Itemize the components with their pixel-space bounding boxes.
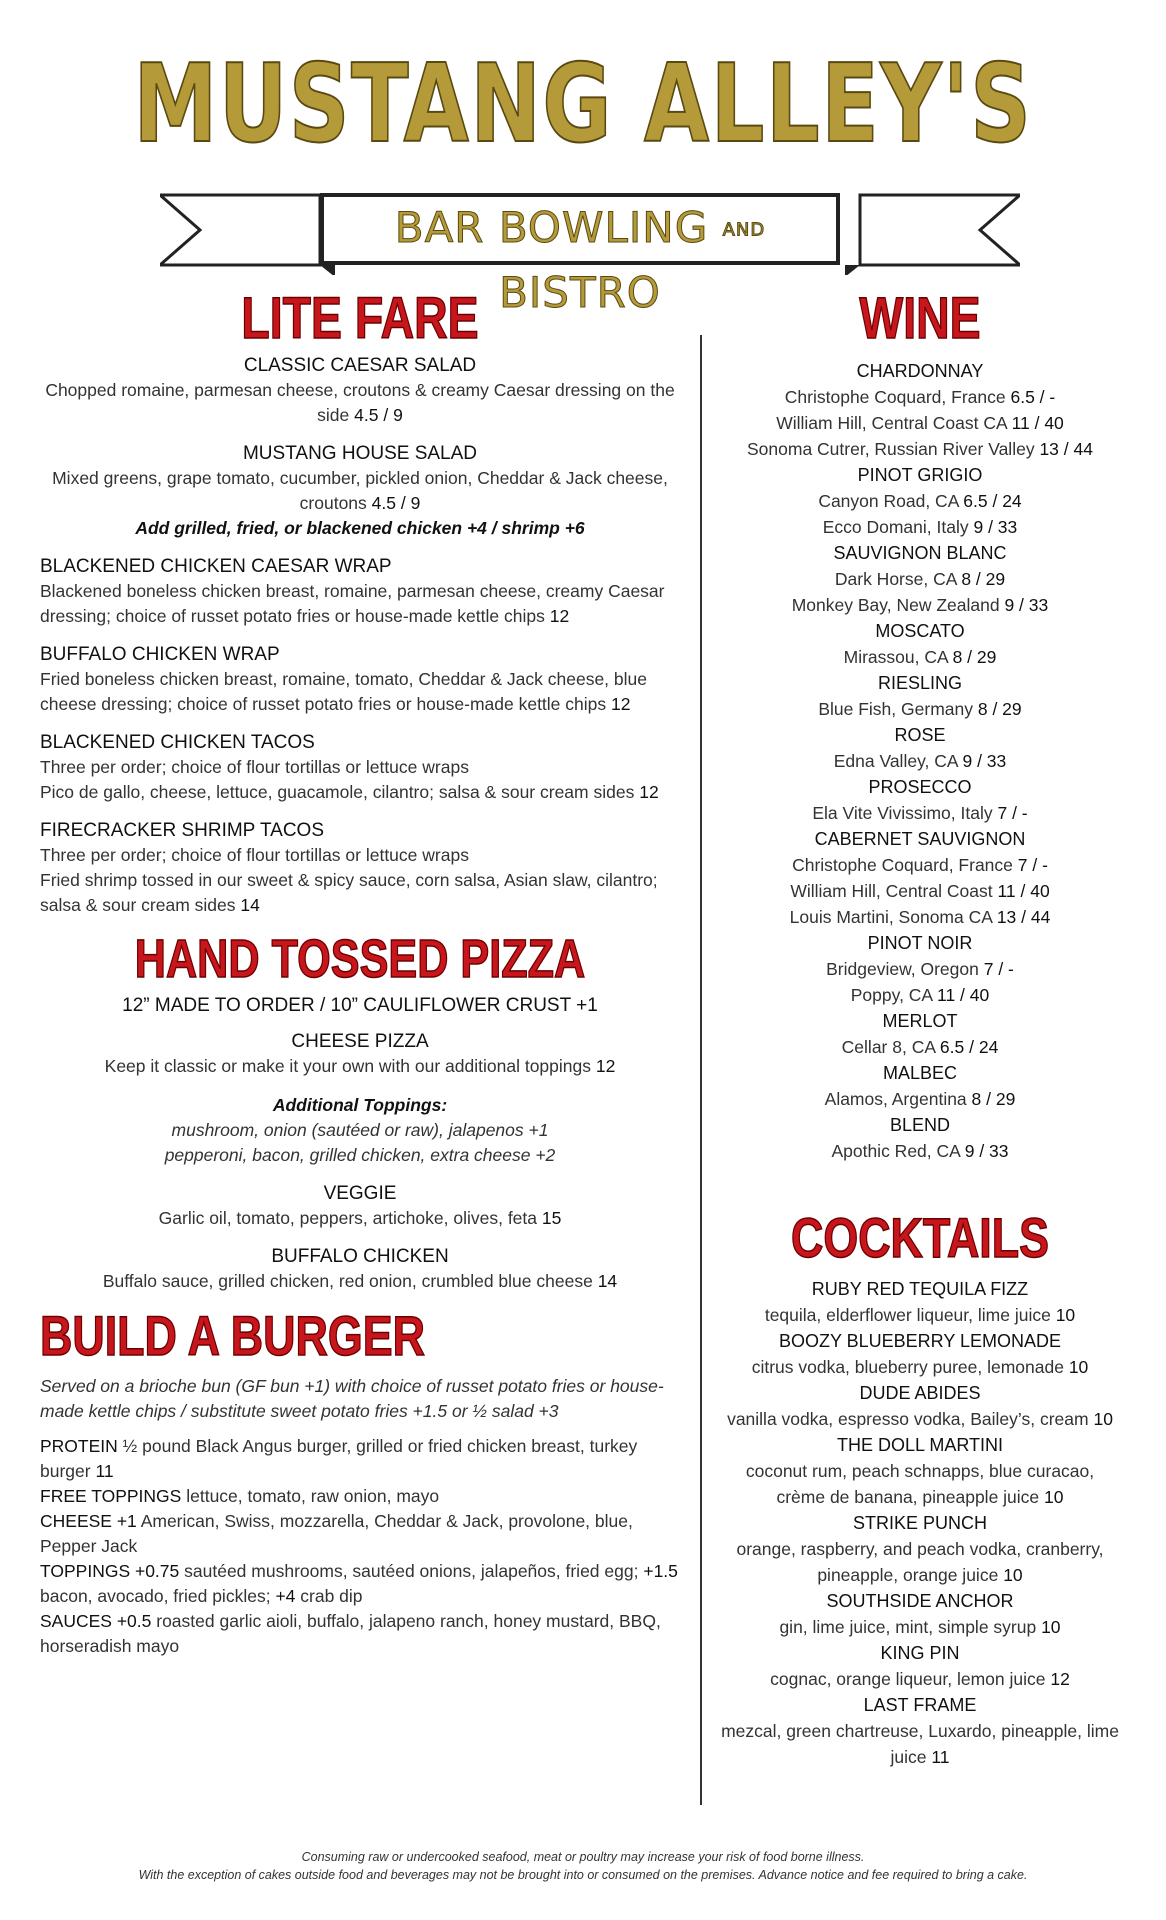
wine-item <box>720 956 1120 982</box>
wine-item <box>720 1138 1120 1164</box>
cocktail-desc-line <box>720 1302 1120 1328</box>
footer-line: Consuming raw or undercooked seafood, meat or poultry may increase your risk of food borne illness. <box>301 1850 865 1864</box>
item-price: 12 <box>639 782 659 802</box>
item-desc: Fried shrimp tossed in our sweet & spicy sauce, corn salsa, Asian slaw, cilantro; salsa & sour cream sides <box>40 870 658 915</box>
wine-name: Poppy, CA <box>850 985 933 1005</box>
menu-item-veggie-pizza <box>40 1182 680 1231</box>
wine-item <box>720 800 1120 826</box>
wine-item <box>720 878 1120 904</box>
item-title: VEGGIE <box>323 1183 397 1204</box>
cocktail-desc-line <box>720 1614 1120 1640</box>
wine-item <box>720 982 1120 1008</box>
wine-price: 6.5 / - <box>1010 387 1056 407</box>
cocktails-heading: COCKTAILS <box>791 1206 1049 1269</box>
item-title: CLASSIC CAESAR SALAD <box>243 355 477 376</box>
burger-heading: BUILD A BURGER <box>40 1304 425 1367</box>
item-desc: Buffalo sauce, grilled chicken, red onion, crumbled blue cheese <box>102 1271 593 1291</box>
item-desc: Blackened boneless chicken breast, romaine, parmesan cheese, creamy Caesar dressing; choice of russet potato fries or house-made kettle chips <box>40 581 665 626</box>
wine-varietal: SAUVIGNON BLANC <box>833 543 1007 563</box>
banner-text-left: BAR BOWLING <box>394 203 709 252</box>
wine-varietal: BLEND <box>889 1115 951 1135</box>
wine-varietal: MERLOT <box>882 1011 958 1031</box>
wine-price: 11 / 40 <box>937 985 990 1005</box>
wine-name: Canyon Road, CA <box>818 491 959 511</box>
cocktail-price: 11 <box>931 1747 950 1767</box>
cocktail-price: 12 <box>1050 1669 1070 1689</box>
item-desc: Garlic oil, tomato, peppers, artichoke, olives, feta <box>158 1208 538 1228</box>
cocktail-desc: coconut rum, peach schnapps, blue curacao, crème de banana, pineapple juice <box>745 1461 1095 1507</box>
wine-item <box>720 436 1120 462</box>
wine-varietal: CABERNET SAUVIGNON <box>814 829 1026 849</box>
menu-item-house-salad <box>40 442 680 541</box>
footer-disclaimer <box>0 1848 1166 1884</box>
cocktail-name: BOOZY BLUEBERRY LEMONADE <box>778 1331 1062 1351</box>
wine-price: 8 / 29 <box>952 647 997 667</box>
item-title: BLACKENED CHICKEN CAESAR WRAP <box>40 556 392 577</box>
cocktail-price: 10 <box>1003 1565 1023 1585</box>
wine-item <box>720 644 1120 670</box>
wine-name: Sonoma Cutrer, Russian River Valley <box>747 439 1035 459</box>
toppings-heading: Additional Toppings: <box>272 1095 448 1115</box>
wine-varietal: PINOT NOIR <box>867 933 973 953</box>
wine-price: 9 / 33 <box>962 751 1007 771</box>
wine-item <box>720 904 1120 930</box>
wine-name: Ela Vite Vivissimo, Italy <box>812 803 993 823</box>
cocktail-name: DUDE ABIDES <box>859 1383 981 1403</box>
burger-sauces: SAUCES +0.5 roasted garlic aioli, buffalo, jalapeno ranch, honey mustard, BBQ, horseradish mayo <box>40 1611 661 1656</box>
cocktail-desc: cognac, orange liqueur, lemon juice <box>770 1669 1046 1689</box>
toppings-line: mushroom, onion (sautéed or raw), jalapenos +1 <box>171 1120 549 1140</box>
menu-item-cheese-pizza <box>40 1030 680 1079</box>
wine-item <box>720 748 1120 774</box>
menu-item-caesar-salad <box>40 354 680 428</box>
item-price: 12 <box>611 694 631 714</box>
wine-item <box>720 852 1120 878</box>
wine-varietal: PINOT GRIGIO <box>857 465 983 485</box>
cocktail-price: 10 <box>1093 1409 1113 1429</box>
menu-item-shrimp-tacos <box>40 819 680 918</box>
item-price: 14 <box>240 895 260 915</box>
wine-name: Louis Martini, Sonoma CA <box>789 907 992 927</box>
cocktail-name: KING PIN <box>880 1643 960 1663</box>
item-title: BUFFALO CHICKEN WRAP <box>40 644 280 665</box>
wine-heading: WINE <box>859 286 981 351</box>
cocktail-name: RUBY RED TEQUILA FIZZ <box>811 1279 1029 1299</box>
wine-item <box>720 384 1120 410</box>
cocktail-name: SOUTHSIDE ANCHOR <box>826 1591 1014 1611</box>
burger-intro: Served on a brioche bun (GF bun +1) with choice of russet potato fries or house-made kettle chips / substitute sweet potato fries +1.5 or ½ salad +3 <box>40 1376 664 1421</box>
column-divider <box>700 335 702 1805</box>
banner-text-and: AND <box>722 219 766 241</box>
wine-varietal: PROSECCO <box>868 777 972 797</box>
item-title: CHEESE PIZZA <box>291 1031 429 1052</box>
cocktail-desc: mezcal, green chartreuse, Luxardo, pineapple, lime juice <box>721 1721 1119 1767</box>
wine-name: Cellar 8, CA <box>841 1037 936 1057</box>
item-desc: Keep it classic or make it your own with our additional toppings <box>104 1056 592 1076</box>
wine-price: 7 / - <box>983 959 1014 979</box>
left-column <box>40 286 680 1659</box>
item-line: Three per order; choice of flour tortillas or lettuce wraps <box>40 845 469 865</box>
wine-item <box>720 566 1120 592</box>
cocktail-desc-line <box>720 1354 1120 1380</box>
cocktail-list <box>720 1276 1120 1770</box>
cocktail-name: STRIKE PUNCH <box>852 1513 987 1533</box>
wine-price: 6.5 / 24 <box>963 491 1022 511</box>
cocktail-desc: tequila, elderflower liqueur, lime juice <box>764 1305 1051 1325</box>
cocktail-price: 10 <box>1044 1487 1064 1507</box>
wine-price: 7 / - <box>1017 855 1048 875</box>
wine-price: 6.5 / 24 <box>939 1037 999 1057</box>
wine-price: 13 / 44 <box>996 907 1051 927</box>
wine-price: 8 / 29 <box>971 1089 1016 1109</box>
wine-varietal: CHARDONNAY <box>856 361 984 381</box>
cocktail-desc-line <box>720 1406 1120 1432</box>
item-desc: Chopped romaine, parmesan cheese, croutons & creamy Caesar dressing on the side <box>45 380 675 425</box>
wine-price: 7 / - <box>997 803 1028 823</box>
wine-item <box>720 1086 1120 1112</box>
wine-name: Ecco Domani, Italy <box>822 517 969 537</box>
item-price: 14 <box>597 1271 618 1291</box>
item-line: Three per order; choice of flour tortillas or lettuce wraps <box>40 757 469 777</box>
burger-free-toppings: FREE TOPPINGS lettuce, tomato, raw onion, mayo <box>40 1486 440 1506</box>
item-price: 15 <box>541 1208 562 1228</box>
wine-name: Apothic Red, CA <box>831 1141 960 1161</box>
header <box>0 40 1166 317</box>
item-price: 4.5 / 9 <box>371 493 421 513</box>
cocktail-price: 10 <box>1055 1305 1076 1325</box>
wine-item <box>720 488 1120 514</box>
item-title: BLACKENED CHICKEN TACOS <box>40 732 315 753</box>
wine-name: Mirassou, CA <box>843 647 948 667</box>
burger-cheese: CHEESE +1 American, Swiss, mozzarella, Cheddar & Jack, provolone, blue, Pepper Jack <box>40 1511 633 1556</box>
wine-name: William Hill, Central Coast <box>790 881 993 901</box>
wine-name: Edna Valley, CA <box>833 751 958 771</box>
menu-item-buffalo-pizza <box>40 1245 680 1294</box>
restaurant-logo-title: MUSTANG ALLEY'S <box>133 42 1033 167</box>
footer-line: With the exception of cakes outside food and beverages may not be brought into or consumed on the premises. Advance notice and fee required to bring a cake. <box>138 1868 1028 1882</box>
cocktail-desc: vanilla vodka, espresso vodka, Bailey’s, cream <box>727 1409 1089 1429</box>
wine-item <box>720 514 1120 540</box>
cocktail-desc-line <box>720 1718 1120 1770</box>
cocktail-name: LAST FRAME <box>863 1695 977 1715</box>
wine-price: 11 / 40 <box>1011 413 1064 433</box>
cocktail-desc: citrus vodka, blueberry puree, lemonade <box>751 1357 1064 1377</box>
lite-fare-heading: LITE FARE <box>241 286 479 351</box>
wine-item <box>720 410 1120 436</box>
menu-item-caesar-wrap <box>40 555 680 629</box>
item-price: 12 <box>595 1056 616 1076</box>
burger-toppings: TOPPINGS +0.75 sautéed mushrooms, sautéed onions, jalapeños, fried egg; +1.5 bacon, avocado, fried pickles; +4 crab dip <box>40 1561 678 1606</box>
wine-item <box>720 1034 1120 1060</box>
wine-list <box>720 358 1120 1164</box>
item-title: MUSTANG HOUSE SALAD <box>242 443 478 464</box>
wine-varietal: MALBEC <box>882 1063 958 1083</box>
wine-name: William Hill, Central Coast CA <box>776 413 1007 433</box>
item-desc: Fried boneless chicken breast, romaine, tomato, Cheddar & Jack cheese, blue cheese dressing; choice of russet potato fries or house-made kettle chips <box>40 669 647 714</box>
wine-price: 8 / 29 <box>977 699 1022 719</box>
item-price: 4.5 / 9 <box>354 405 403 425</box>
menu-item-chicken-tacos <box>40 731 680 805</box>
pizza-toppings <box>40 1093 680 1168</box>
cocktail-name: THE DOLL MARTINI <box>836 1435 1004 1455</box>
wine-name: Christophe Coquard, France <box>784 387 1006 407</box>
cocktail-desc-line <box>720 1536 1120 1588</box>
burger-protein: PROTEIN ½ pound Black Angus burger, grilled or fried chicken breast, turkey burger 11 <box>40 1436 638 1481</box>
wine-name: Dark Horse, CA <box>834 569 957 589</box>
wine-price: 9 / 33 <box>964 1141 1009 1161</box>
wine-item <box>720 696 1120 722</box>
wine-name: Christophe Coquard, France <box>792 855 1013 875</box>
cocktail-price: 10 <box>1068 1357 1089 1377</box>
logo-banner <box>160 185 1020 317</box>
salad-addon-note: Add grilled, fried, or blackened chicken +4 / shrimp +6 <box>135 518 585 538</box>
right-column <box>720 286 1120 1770</box>
wine-price: 9 / 33 <box>973 517 1018 537</box>
pizza-heading: HAND TOSSED PIZZA <box>134 929 586 989</box>
wine-varietal: MOSCATO <box>875 621 965 641</box>
banner-text-right: BISTRO <box>499 267 661 317</box>
item-title: FIRECRACKER SHRIMP TACOS <box>40 820 324 841</box>
wine-price: 11 / 40 <box>997 881 1050 901</box>
wine-name: Blue Fish, Germany <box>818 699 973 719</box>
cocktail-price: 10 <box>1041 1617 1061 1637</box>
wine-name: Bridgeview, Oregon <box>826 959 979 979</box>
wine-price: 8 / 29 <box>961 569 1006 589</box>
pizza-subheading: 12” MADE TO ORDER / 10” CAULIFLOWER CRUST +1 <box>122 995 598 1016</box>
wine-varietal: RIESLING <box>877 673 963 693</box>
cocktail-desc-line <box>720 1666 1120 1692</box>
wine-varietal: ROSE <box>894 725 946 745</box>
item-desc: Mixed greens, grape tomato, cucumber, pickled onion, Cheddar & Jack cheese, croutons <box>52 468 668 513</box>
menu-item-buffalo-wrap <box>40 643 680 717</box>
cocktail-desc-line <box>720 1458 1120 1510</box>
item-desc: Pico de gallo, cheese, lettuce, guacamole, cilantro; salsa & sour cream sides <box>40 782 635 802</box>
cocktail-desc: orange, raspberry, and peach vodka, cranberry, pineapple, orange juice <box>736 1539 1104 1585</box>
wine-name: Monkey Bay, New Zealand <box>791 595 1000 615</box>
logo-subtitle-banner <box>320 193 840 317</box>
wine-price: 13 / 44 <box>1039 439 1093 459</box>
cocktail-desc: gin, lime juice, mint, simple syrup <box>779 1617 1037 1637</box>
item-price: 12 <box>549 606 570 626</box>
wine-price: 9 / 33 <box>1004 595 1049 615</box>
toppings-line: pepperoni, bacon, grilled chicken, extra cheese +2 <box>164 1145 556 1165</box>
item-title: BUFFALO CHICKEN <box>271 1246 449 1267</box>
wine-name: Alamos, Argentina <box>824 1089 967 1109</box>
wine-item <box>720 592 1120 618</box>
